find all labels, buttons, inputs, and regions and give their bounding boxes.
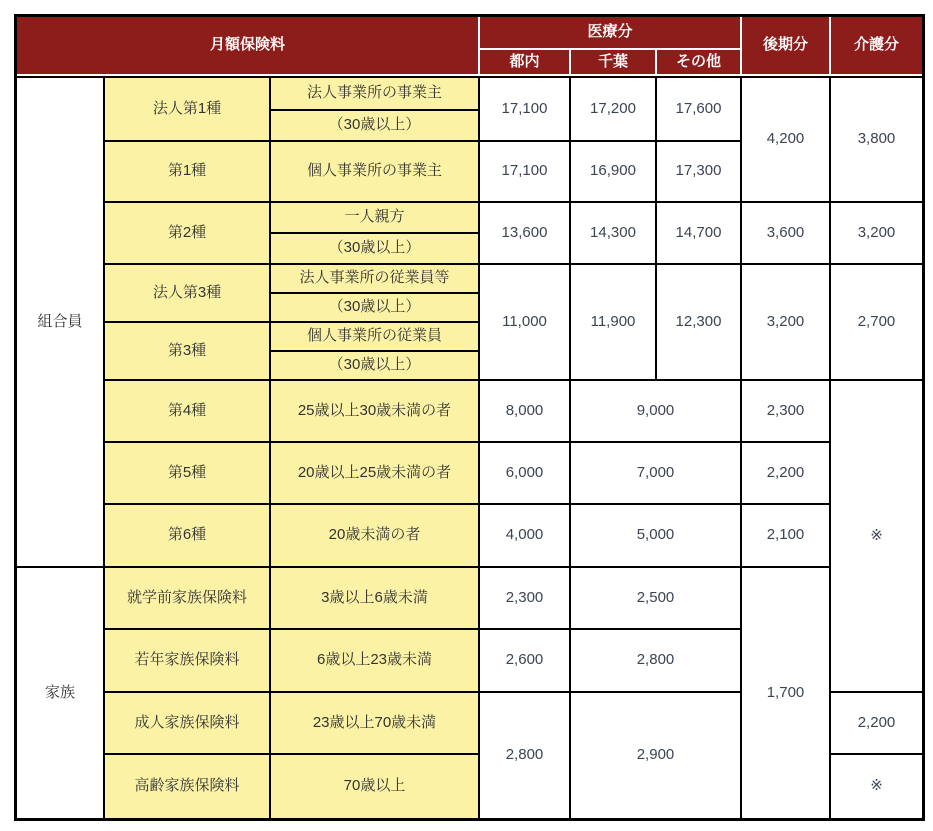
value-group1-kaigo: 3,800 [831, 76, 922, 203]
type-hojin3: 法人第3種 [105, 265, 271, 323]
value-dai2-sonota: 14,700 [657, 203, 742, 265]
value-group1-kouki: 4,200 [742, 76, 831, 203]
type-korei: 高齢家族保険料 [105, 755, 271, 818]
type-dai2: 第2種 [105, 203, 271, 265]
desc-shugakumae: 3歳以上6歳未満 [271, 568, 480, 630]
desc-seijin: 23歳以上70歳未満 [271, 693, 480, 755]
value-seijin-korei-chiba-sonota: 2,900 [571, 693, 742, 818]
value-dai2-chiba: 14,300 [571, 203, 657, 265]
value-dai4-kouki: 2,300 [742, 381, 831, 443]
type-dai1: 第1種 [105, 142, 271, 203]
header-kaigo: 介護分 [831, 17, 922, 76]
value-dai6-chiba-sonota: 5,000 [571, 505, 742, 568]
desc-dai2-line1: 一人親方 [271, 203, 480, 234]
value-dai2-kaigo: 3,200 [831, 203, 922, 265]
value-group3-tonai: 11,000 [480, 265, 571, 381]
kaigo-note-asterisk: ※ [831, 381, 922, 693]
value-dai5-kouki: 2,200 [742, 443, 831, 505]
type-dai6: 第6種 [105, 505, 271, 568]
value-dai1-sonota: 17,300 [657, 142, 742, 203]
value-hojin1-tonai: 17,100 [480, 76, 571, 142]
value-dai6-kouki: 2,100 [742, 505, 831, 568]
desc-dai3-line1: 個人事業所の従業員 [271, 323, 480, 352]
desc-dai5: 20歳以上25歳未満の者 [271, 443, 480, 505]
value-dai1-chiba: 16,900 [571, 142, 657, 203]
header-kouki: 後期分 [742, 17, 831, 76]
value-shugakumae-chiba-sonota: 2,500 [571, 568, 742, 630]
type-jakunen: 若年家族保険料 [105, 630, 271, 693]
header-chiba: 千葉 [571, 50, 657, 76]
desc-hojin3-line1: 法人事業所の従業員等 [271, 265, 480, 294]
kaigo-note-asterisk-korei: ※ [831, 755, 922, 818]
type-dai3: 第3種 [105, 323, 271, 381]
header-sonota: その他 [657, 50, 742, 76]
type-dai5: 第5種 [105, 443, 271, 505]
value-hojin1-sonota: 17,600 [657, 76, 742, 142]
desc-hojin1-line1: 法人事業所の事業主 [271, 76, 480, 111]
value-group3-kouki: 3,200 [742, 265, 831, 381]
value-group3-sonota: 12,300 [657, 265, 742, 381]
value-group3-chiba: 11,900 [571, 265, 657, 381]
value-shugakumae-tonai: 2,300 [480, 568, 571, 630]
type-hojin1: 法人第1種 [105, 76, 271, 142]
desc-dai4: 25歳以上30歳未満の者 [271, 381, 480, 443]
value-hojin1-chiba: 17,200 [571, 76, 657, 142]
desc-hojin3-line2: （30歳以上） [271, 294, 480, 323]
value-dai5-tonai: 6,000 [480, 443, 571, 505]
value-dai2-tonai: 13,600 [480, 203, 571, 265]
type-seijin: 成人家族保険料 [105, 693, 271, 755]
group-kumiaiin: 組合員 [17, 76, 105, 568]
desc-dai1: 個人事業所の事業主 [271, 142, 480, 203]
desc-dai6: 20歳未満の者 [271, 505, 480, 568]
desc-dai3-line2: （30歳以上） [271, 352, 480, 381]
value-seijin-kaigo: 2,200 [831, 693, 922, 755]
value-seijin-korei-tonai: 2,800 [480, 693, 571, 818]
value-group3-kaigo: 2,700 [831, 265, 922, 381]
group-kazoku: 家族 [17, 568, 105, 818]
desc-korei: 70歳以上 [271, 755, 480, 818]
value-family-kouki: 1,700 [742, 568, 831, 818]
premium-table [14, 14, 925, 821]
header-tonai: 都内 [480, 50, 571, 76]
value-jakunen-chiba-sonota: 2,800 [571, 630, 742, 693]
value-dai6-tonai: 4,000 [480, 505, 571, 568]
value-dai5-chiba-sonota: 7,000 [571, 443, 742, 505]
desc-dai2-line2: （30歳以上） [271, 234, 480, 265]
value-dai2-kouki: 3,600 [742, 203, 831, 265]
value-dai1-tonai: 17,100 [480, 142, 571, 203]
value-dai4-chiba-sonota: 9,000 [571, 381, 742, 443]
header-medical: 医療分 [480, 17, 742, 50]
header-monthly-premium: 月額保険料 [17, 17, 480, 76]
type-shugakumae: 就学前家族保険料 [105, 568, 271, 630]
desc-hojin1-line2: （30歳以上） [271, 111, 480, 142]
value-dai4-tonai: 8,000 [480, 381, 571, 443]
type-dai4: 第4種 [105, 381, 271, 443]
desc-jakunen: 6歳以上23歳未満 [271, 630, 480, 693]
value-jakunen-tonai: 2,600 [480, 630, 571, 693]
